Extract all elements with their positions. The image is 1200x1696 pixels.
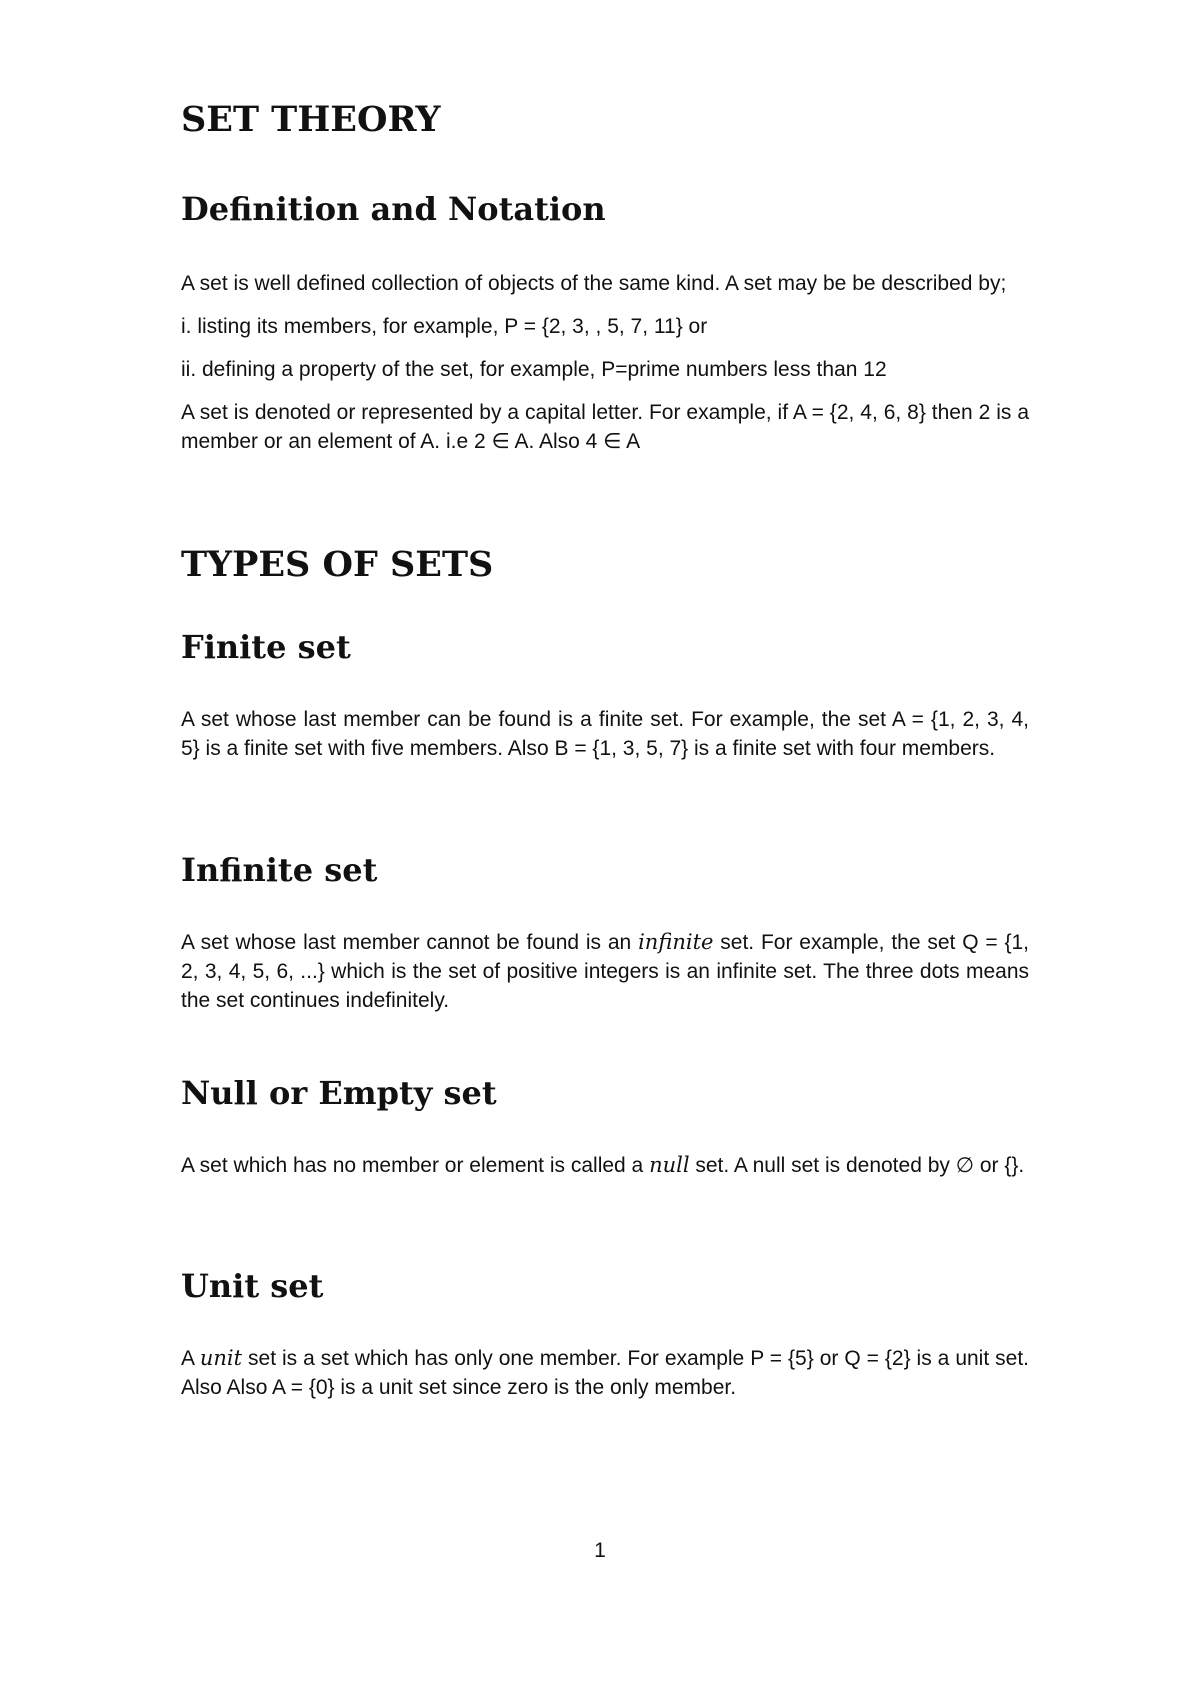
unit-emphasis: unit [199, 1346, 243, 1370]
null-heading: Null or Empty set [181, 1074, 497, 1112]
infinite-paragraph [181, 928, 1029, 1015]
notation-paragraph: A set is denoted or represented by a capital letter. For example, if A = {2, 4, 6, 8} then 2 is a member or an element of A. i.e 2 ∈ A. Also 4 ∈ A [181, 401, 1029, 453]
infinite-heading: Infinite set [181, 851, 378, 889]
definition-item-property: ii. defining a property of the set, for example, P=prime numbers less than 12 [181, 358, 887, 381]
infinite-section [181, 851, 1029, 1015]
unit-text-start: A [181, 1347, 200, 1370]
unit-heading: Unit set [181, 1267, 324, 1305]
null-emphasis: null [649, 1153, 690, 1177]
unit-text-end: set is a set which has only one member. For example P = {5} or Q = {2} is a unit set. Also Also A = {0} is a unit set since zero is the only member. [181, 1347, 1029, 1399]
types-heading: TYPES OF SETS [181, 544, 494, 585]
finite-paragraph: A set whose last member can be found is a finite set. For example, the set A = {1, 2, 3, 4, 5} is a finite set with five members. Also B = {1, 3, 5, 7} is a finite set with four members. [181, 708, 1029, 760]
document-title: SET THEORY [181, 99, 441, 140]
infinite-text-end: set. For example, the set Q = {1, 2, 3, 4, 5, 6, ...} which is the set of positive integers is an infinite set. The three dots means the set continues indefinitely. [181, 931, 1029, 1012]
infinite-emphasis: infinite [638, 930, 714, 954]
page-number: 1 [594, 1539, 606, 1562]
unit-paragraph [181, 1344, 1029, 1402]
definition-item-listing: i. listing its members, for example, P = {2, 3, , 5, 7, 11} or [181, 315, 708, 338]
null-section [181, 1074, 1029, 1180]
definition-heading-block [181, 190, 1029, 228]
definition-heading: Definition and Notation [181, 190, 606, 228]
null-text-start: A set which has no member or element is called a [181, 1154, 650, 1177]
finite-section [181, 628, 1029, 763]
definition-section [181, 269, 1029, 456]
infinite-text-start: A set whose last member cannot be found is an [181, 931, 639, 954]
null-text-end: set. A null set is denoted by ∅ or {}. [689, 1154, 1025, 1177]
finite-heading: Finite set [181, 628, 351, 666]
definition-paragraph: A set is well defined collection of objects of the same kind. A set may be be described by; [181, 272, 1007, 295]
types-heading-block [181, 545, 1029, 585]
unit-section [181, 1267, 1029, 1402]
null-paragraph [181, 1151, 1029, 1180]
document-title-block [181, 100, 1029, 140]
